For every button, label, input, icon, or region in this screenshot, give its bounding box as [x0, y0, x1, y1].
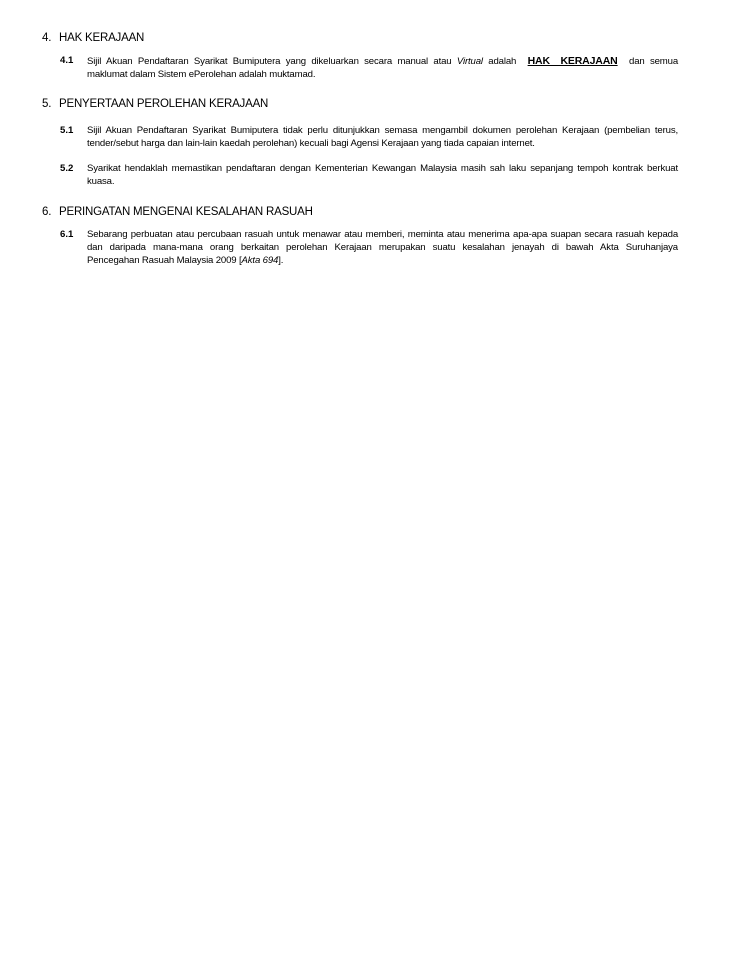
paragraph-line	[87, 255, 678, 268]
paragraph-line: Sijil Akuan Pendaftaran Syarikat Bumiputera tidak perlu ditunjukkan semasa mengambil dokumen perolehan Kerajaan (pembelian terus,	[87, 125, 678, 136]
hak-kerajaan-label: HAK KERAJAAN	[527, 55, 618, 67]
paragraph-line: tender/sebut harga dan lain-lain kaedah perolehan) kecuali bagi Agensi Kerajaan yang tiada capaian internet.	[87, 137, 535, 149]
paragraph-text	[87, 125, 678, 151]
paragraph-text	[87, 229, 678, 267]
paragraph-line	[87, 55, 678, 69]
paragraph-number: 4.1	[60, 55, 74, 66]
section-number: 4.	[42, 32, 52, 44]
section-title: PENYERTAAN PEROLEHAN KERAJAAN	[59, 98, 269, 110]
section-title: HAK KERAJAAN	[59, 32, 145, 44]
text-run: dan semua	[629, 56, 679, 67]
paragraph-text	[87, 55, 678, 82]
italic-text: Virtual	[456, 56, 483, 67]
text-run: ].	[278, 254, 284, 266]
section-heading-hak-kerajaan	[42, 32, 144, 44]
paragraph-line: Sebarang perbuatan atau percubaan rasuah untuk menawar atau memberi, meminta atau menerima apa-apa suapan secara rasuah kepada	[87, 229, 678, 240]
section-title: PERINGATAN MENGENAI KESALAHAN RASUAH	[59, 206, 313, 218]
paragraph-line: Syarikat hendaklah memastikan pendaftaran dengan Kementerian Kewangan Malaysia masih sah laku sepanjang tempoh kontrak berkuat	[87, 163, 678, 174]
text-run: Pencegahan Rasuah Malaysia 2009 [	[87, 254, 242, 266]
paragraph-line: maklumat dalam Sistem ePerolehan adalah muktamad.	[87, 68, 316, 80]
section-heading-penyertaan-perolehan	[42, 98, 268, 110]
section-heading-peringatan-rasuah	[42, 206, 313, 218]
paragraph-line: kuasa.	[87, 175, 115, 187]
paragraph-line: dan daripada mana-mana orang berkaitan perolehan Kerajaan merupakan suatu kesalahan jenayah di bawah Akta Suruhanjaya	[87, 241, 678, 253]
section-number: 6.	[42, 206, 52, 218]
text-run: Sijil Akuan Pendaftaran Syarikat Bumiputera yang dikeluarkan secara manual atau	[87, 56, 452, 67]
section-number: 5.	[42, 98, 52, 110]
italic-text: Akta 694	[241, 254, 279, 266]
paragraph-number: 6.1	[60, 229, 74, 240]
paragraph-text	[87, 163, 678, 189]
paragraph-number: 5.1	[60, 125, 74, 136]
text-run: adalah	[488, 56, 517, 67]
paragraph-number: 5.2	[60, 163, 74, 174]
